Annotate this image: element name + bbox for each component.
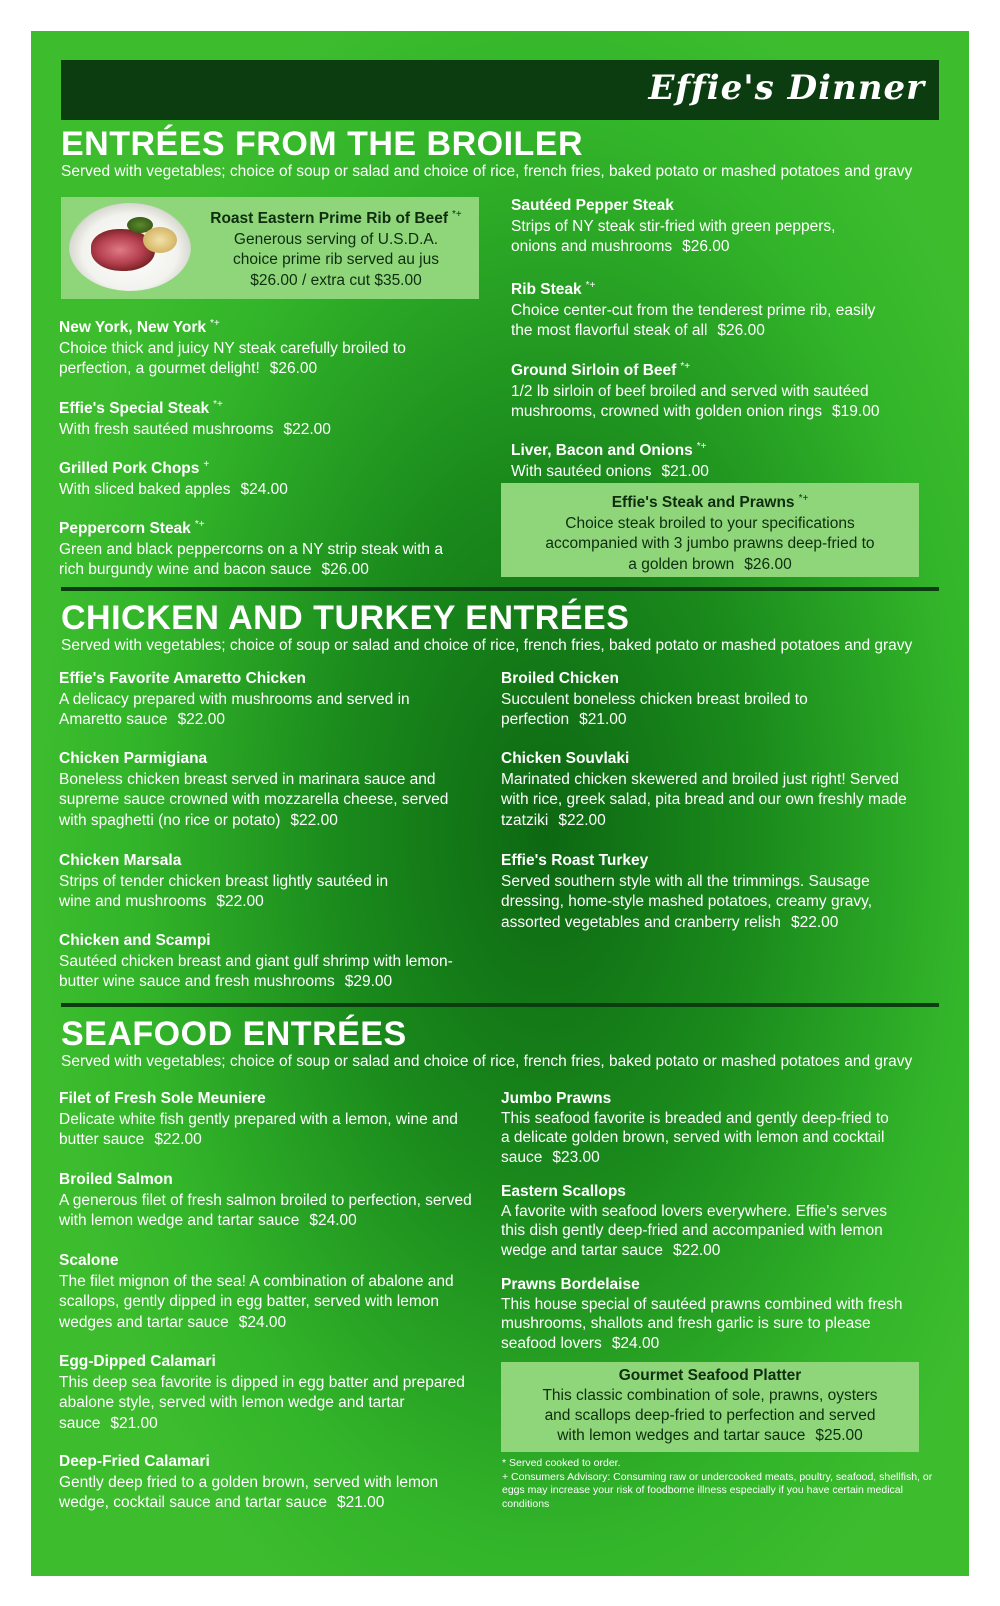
menu-item (59, 669, 439, 731)
item-name: Egg-Dipped Calamari (59, 1353, 216, 1370)
section-subtitle-chicken: Served with vegetables; choice of soup or salad and choice of rice, french fries, baked potato or mashed potatoes and gravy (61, 637, 913, 654)
menu-item (501, 1089, 901, 1167)
item-name: Deep-Fried Calamari (59, 1453, 210, 1470)
menu-item (59, 515, 469, 581)
menu-item (501, 1182, 901, 1260)
item-price: $26.00 (269, 360, 318, 378)
section-divider (61, 1003, 939, 1007)
item-name: Jumbo Prawns (501, 1090, 612, 1107)
footnotes (502, 1457, 942, 1511)
item-desc: Choice center-cut from the tenderest prime rib, easily the most flavorful steak of all (511, 301, 876, 340)
item-name: Liver, Bacon and Onions (511, 442, 693, 460)
header-banner (61, 60, 939, 120)
item-mark: *+ (585, 280, 596, 291)
menu-item (59, 1352, 469, 1434)
item-name: Ground Sirloin of Beef (511, 362, 677, 380)
menu-item (511, 196, 871, 258)
item-price: $23.00 (552, 1148, 600, 1166)
section-title-broiler: ENTRÉES FROM THE BROILER (61, 125, 584, 163)
item-desc: Strips of NY steak stir-fried with green peppers, onions and mushrooms (511, 217, 836, 255)
featured-item-desc: This classic combination of sole, prawns, oysters and scallops deep-fried to perfection and served with lemon wedges and tartar sauce (542, 1387, 878, 1444)
featured-item-desc-1: Generous serving of U.S.D.A. (233, 230, 439, 248)
menu-item (501, 851, 881, 933)
item-price: $22.00 (283, 420, 331, 438)
item-name: Rib Steak (511, 281, 582, 299)
featured-item-price: $25.00 (815, 1427, 863, 1444)
featured-item-desc: Choice steak broiled to your specifications accompanied with 3 jumbo prawns deep-fried to a golden brown (545, 514, 875, 573)
item-price: $22.00 (216, 893, 264, 910)
menu-item (59, 851, 419, 913)
featured-prime-rib (61, 197, 479, 299)
footnote-consumer-advisory: + Consumers Advisory: Consuming raw or undercooked meats, poultry, seafood, shellfish, or eggs may increase your risk of foodborne illness especially if you have certain medical conditions (502, 1470, 933, 1510)
item-desc: A generous filet of fresh salmon broiled to perfection, served with lemon wedge and tartar sauce (59, 1191, 472, 1229)
item-price: $24.00 (611, 1334, 660, 1352)
menu-item (511, 276, 881, 342)
item-desc: A delicacy prepared with mushrooms and served in Amaretto sauce (59, 690, 410, 728)
section-subtitle-broiler: Served with vegetables; choice of soup or salad and choice of rice, french fries, baked potato or mashed potatoes and gravy (61, 163, 913, 180)
item-name: Filet of Fresh Sole Meuniere (59, 1090, 266, 1107)
menu-item (59, 314, 459, 380)
menu-item (59, 395, 479, 440)
item-mark: *+ (696, 441, 707, 452)
section-title-seafood: SEAFOOD ENTRÉES (61, 1015, 407, 1053)
item-name: New York, New York (59, 319, 207, 337)
item-mark: *+ (798, 493, 809, 504)
item-price: $24.00 (309, 1212, 357, 1229)
item-price: $21.00 (336, 1494, 385, 1511)
item-desc: The filet mignon of the sea! A combination of abalone and scallops, gently dipped in egg batter, served with lemon wedges and tartar sauce (59, 1272, 454, 1331)
item-price: $22.00 (673, 1241, 721, 1259)
item-name: Broiled Chicken (501, 670, 619, 687)
menu-item (501, 749, 911, 831)
featured-item-name: Effie's Steak and Prawns (611, 494, 795, 512)
item-desc: Gently deep fried to a golden brown, served with lemon wedge, cocktail sauce and tartar sauce (59, 1473, 439, 1511)
item-name: Effie's Roast Turkey (501, 852, 649, 869)
item-price: $24.00 (238, 1313, 287, 1331)
item-desc: Served southern style with all the trimmings. Sausage dressing, home-style mashed potatoes, creamy gravy, assorted vegetables and cranberry relish (501, 872, 873, 931)
item-desc: A favorite with seafood lovers everywhere. Effie's serves this dish gently deep-fried and accompanied with lemon wedge and tartar sauce (501, 1202, 888, 1259)
featured-steak-and-prawns (501, 483, 919, 577)
item-desc: This deep sea favorite is dipped in egg batter and prepared abalone style, served with lemon wedge and tartar sauce (59, 1373, 465, 1432)
item-mark: *+ (452, 209, 462, 220)
item-desc: Marinated chicken skewered and broiled just right! Served with rice, greek salad, pita bread and our own freshly made tzatziki (501, 770, 907, 829)
item-name: Chicken Souvlaki (501, 750, 630, 767)
item-name: Chicken Marsala (59, 852, 182, 869)
menu-title: Effie's Dinner (648, 68, 925, 108)
item-desc: Delicate white fish gently prepared with a lemon, wine and butter sauce (59, 1110, 458, 1148)
item-price: $19.00 (832, 403, 880, 421)
item-price: $29.00 (344, 973, 393, 990)
item-mark: *+ (194, 519, 205, 530)
item-mark: *+ (680, 361, 691, 372)
item-name: Broiled Salmon (59, 1171, 173, 1188)
item-mark: *+ (210, 318, 220, 329)
item-name: Effie's Favorite Amaretto Chicken (59, 670, 306, 687)
section-subtitle-seafood: Served with vegetables; choice of soup or salad and choice of rice, french fries, baked potato or mashed potatoes and gravy (61, 1053, 913, 1070)
item-desc: Green and black peppercorns on a NY strip steak with a rich burgundy wine and bacon sauce (59, 540, 443, 579)
item-name: Eastern Scallops (501, 1183, 626, 1200)
item-name: Grilled Pork Chops (59, 460, 200, 478)
featured-item-desc-2: choice prime rib served au jus (233, 251, 439, 269)
item-price: $22.00 (290, 811, 338, 829)
item-price: $21.00 (661, 462, 709, 480)
item-name: Chicken and Scampi (59, 932, 211, 949)
item-desc: Strips of tender chicken breast lightly sautéed in wine and mushrooms (59, 872, 389, 910)
featured-item-name: Gourmet Seafood Platter (618, 1367, 802, 1384)
item-name: Scalone (59, 1252, 119, 1269)
item-desc: Succulent boneless chicken breast broiled to perfection (501, 690, 808, 728)
menu-item (59, 749, 459, 831)
menu-item (59, 1089, 469, 1151)
item-price: $26.00 (682, 238, 730, 255)
menu-item (59, 1251, 469, 1333)
item-desc: Boneless chicken breast served in marinara sauce and supreme sauce crowned with mozzarella cheese, served with spaghetti (no rice or potato) (59, 770, 449, 829)
featured-item-name: Roast Eastern Prime Rib of Beef (210, 210, 448, 228)
item-name: Chicken Parmigiana (59, 750, 208, 767)
menu-item (501, 1275, 911, 1353)
item-desc: Sautéed chicken breast and giant gulf shrimp with lemon-butter wine sauce and fresh mushrooms (59, 952, 453, 990)
item-name: Sautéed Pepper Steak (511, 197, 674, 214)
menu-item (59, 1452, 459, 1514)
menu-item (59, 931, 469, 993)
featured-item-price: $26.00 / extra cut $35.00 (250, 271, 422, 289)
item-desc: Choice thick and juicy NY steak carefully broiled to perfection, a gourmet delight! (59, 339, 406, 378)
item-mark: *+ (213, 399, 223, 410)
section-divider (61, 587, 939, 591)
item-desc: With sliced baked apples (59, 480, 231, 498)
item-price: $26.00 (321, 561, 369, 579)
item-desc: 1/2 lb sirloin of beef broiled and served with sautéed mushrooms, crowned with golden onion rings (511, 382, 869, 421)
menu-item (59, 1170, 489, 1232)
item-price: $22.00 (154, 1131, 202, 1148)
menu-item (59, 455, 479, 500)
item-price: $22.00 (177, 711, 225, 728)
menu-item (501, 669, 901, 731)
item-name: Prawns Bordelaise (501, 1276, 640, 1293)
item-name: Effie's Special Steak (59, 400, 210, 418)
item-price: $22.00 (558, 811, 606, 829)
item-mark: + (203, 459, 210, 470)
item-desc: With sautéed onions (511, 462, 652, 480)
item-price: $21.00 (110, 1414, 158, 1432)
item-desc: This house special of sautéed prawns combined with fresh mushrooms, shallots and fresh garlic is sure to please seafood lovers (501, 1295, 903, 1352)
menu-page (31, 31, 969, 1576)
prime-rib-photo (69, 203, 191, 291)
item-price: $21.00 (579, 711, 627, 728)
menu-item (511, 437, 911, 482)
item-price: $24.00 (240, 480, 288, 498)
item-desc: This seafood favorite is breaded and gently deep-fried to a delicate golden brown, served with lemon and cocktail sauce (501, 1109, 889, 1166)
item-desc: With fresh sautéed mushrooms (59, 420, 274, 438)
featured-item-price: $26.00 (744, 555, 792, 573)
item-price: $26.00 (717, 322, 765, 340)
item-price: $22.00 (791, 913, 839, 931)
menu-item (511, 357, 911, 423)
featured-seafood-platter (501, 1362, 919, 1452)
item-name: Peppercorn Steak (59, 520, 191, 538)
footnote-cooked-to-order: * Served cooked to order. (502, 1457, 621, 1469)
section-title-chicken: CHICKEN AND TURKEY ENTRÉES (61, 599, 630, 637)
